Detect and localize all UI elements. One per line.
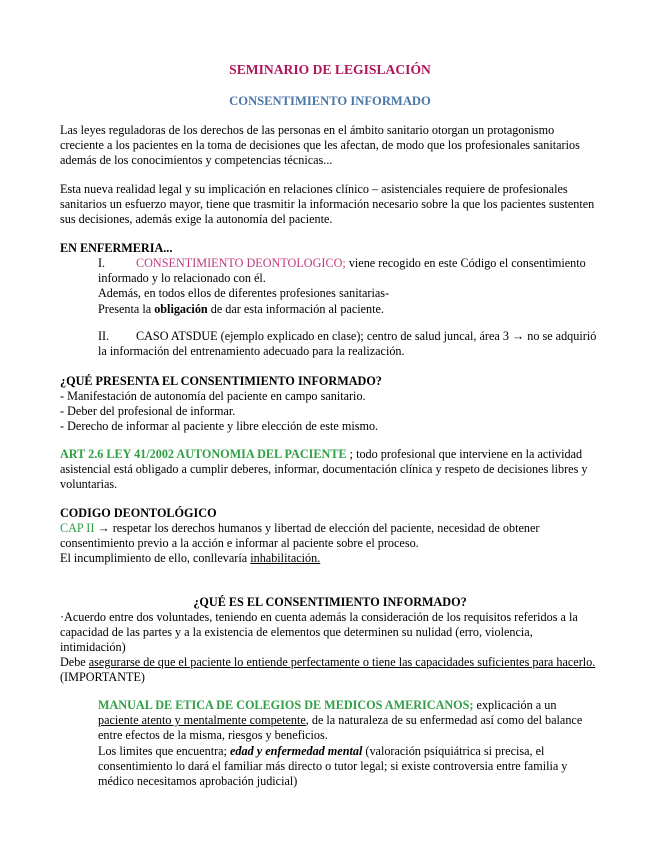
que-es-paragraph-2 <box>60 655 600 685</box>
highlight-cap-ii: CAP II <box>60 521 95 535</box>
item-line-3-post: de dar esta información al paciente. <box>207 301 384 316</box>
intro-paragraph-1: Las leyes reguladoras de los derechos de las personas en el ámbito sanitario otorgan un protagonismo creciente a los pacientes en la toma de decisiones que les afectan, de modo que los profesionales sanitarios además de los conocimientos y competencias técnicas... <box>60 123 580 168</box>
section-heading-presenta: ¿QUÉ PRESENTA EL CONSENTIMIENTO INFORMADO? <box>60 374 382 388</box>
codigo-text: respetar los derechos humanos y libertad de elección del paciente, necesidad de obtener consentimiento previo a la acción e informar al paciente sobre el proceso. <box>60 521 540 551</box>
item-text-2: no se adquirió la información del entrenamiento adecuado para la realización. <box>98 329 597 359</box>
intro-paragraph-2: Esta nueva realidad legal y su implicación en relaciones clínico – asistenciales requiere de profesionales sanitarios un esfuerzo mayor, tiene que trasmitir la información necesario sobre la que los pacientes sustenten sus decisiones, además exige la autonomía del paciente. <box>60 182 595 227</box>
page-subtitle: CONSENTIMIENTO INFORMADO <box>229 94 431 108</box>
item-text: viene recogido en este Código el consentimiento informado y lo relacionado con él. <box>98 256 586 286</box>
codigo-paragraph <box>60 521 600 567</box>
art-text: ; todo profesional que interviene en la actividad asistencial está obligado a cumplir deberes, informar, documentación clínica y respeto de decisiones libres y voluntarias. <box>60 447 588 492</box>
item-line-3-pre: Presenta la <box>98 301 155 316</box>
presenta-list <box>60 389 600 435</box>
arrow-icon: → <box>512 329 525 343</box>
underline-paciente-atento: paciente atento y mentalmente competente <box>98 713 306 728</box>
manual-paragraph <box>98 698 600 789</box>
manual-limits-post: (valoración psiquiátrica si precisa, el consentimiento lo dará el familiar más directo o tutor legal; si existe controversia entre familia y médico necesitamos aprobación judicial) <box>98 743 568 789</box>
que-es-p2-post: (IMPORTANTE) <box>60 670 145 685</box>
highlight-deontologico: CONSENTIMIENTO DEONTOLOGICO; <box>136 256 346 270</box>
highlight-art-ley: ART 2.6 LEY 41/2002 AUTONOMIA DEL PACIENTE <box>60 447 347 461</box>
manual-text-1: explicación a un <box>473 698 557 712</box>
list-item: - Derecho de informar al paciente y libre elección de este mismo. <box>60 419 379 434</box>
section-heading-codigo: CODIGO DEONTOLÓGICO <box>60 506 217 520</box>
underline-asegurarse: asegurarse de que el paciente lo entiende perfectamente o tiene las capacidades suficientes para hacerlo. <box>88 655 596 669</box>
section-heading-que-es: ¿QUÉ ES EL CONSENTIMIENTO INFORMADO? <box>193 595 467 609</box>
bold-obligacion: obligación <box>154 301 208 316</box>
list-item-caso-atsdue <box>98 329 600 359</box>
list-item-deontologico <box>98 256 600 317</box>
bold-italic-edad: edad y enfermedad mental <box>230 743 363 758</box>
codigo-line2-pre: El incumplimiento de ello, conllevaría <box>60 551 251 566</box>
list-item: - Deber del profesional de informar. <box>60 404 236 419</box>
manual-text-2: , de la naturaleza de su enfermedad así como del balance entre efectos de la misma, riesgos y beneficios. <box>98 713 583 743</box>
art-paragraph <box>60 447 600 493</box>
highlight-manual-etica: MANUAL DE ETICA DE COLEGIOS DE MEDICOS AMERICANOS; <box>98 698 474 712</box>
item-number: II. <box>98 329 110 343</box>
manual-limits-pre: Los limites que encuentra; <box>98 743 230 758</box>
item-number: I. <box>98 256 106 270</box>
item-text-1: CASO ATSDUE (ejemplo explicado en clase); centro de salud juncal, área 3 <box>136 329 513 343</box>
section-heading-enfermeria: EN ENFERMERIA... <box>60 241 173 255</box>
que-es-p2-pre: Debe <box>60 655 89 669</box>
arrow-icon: → <box>97 521 110 535</box>
list-item: - Manifestación de autonomía del paciente en campo sanitario. <box>60 389 366 403</box>
page-title: SEMINARIO DE LEGISLACIÓN <box>229 62 431 77</box>
underline-inhabilitacion: inhabilitación. <box>250 551 321 566</box>
que-es-paragraph-1: ·Acuerdo entre dos voluntades, teniendo en cuenta además la consideración de los requisitos referidos a la capacidad de las partes y a la existencia de elementos que determinen su nulidad (erro, violencia, intimidación) <box>60 610 578 655</box>
item-line-2: Además, en todos ellos de diferentes profesiones sanitarias- <box>98 286 390 301</box>
